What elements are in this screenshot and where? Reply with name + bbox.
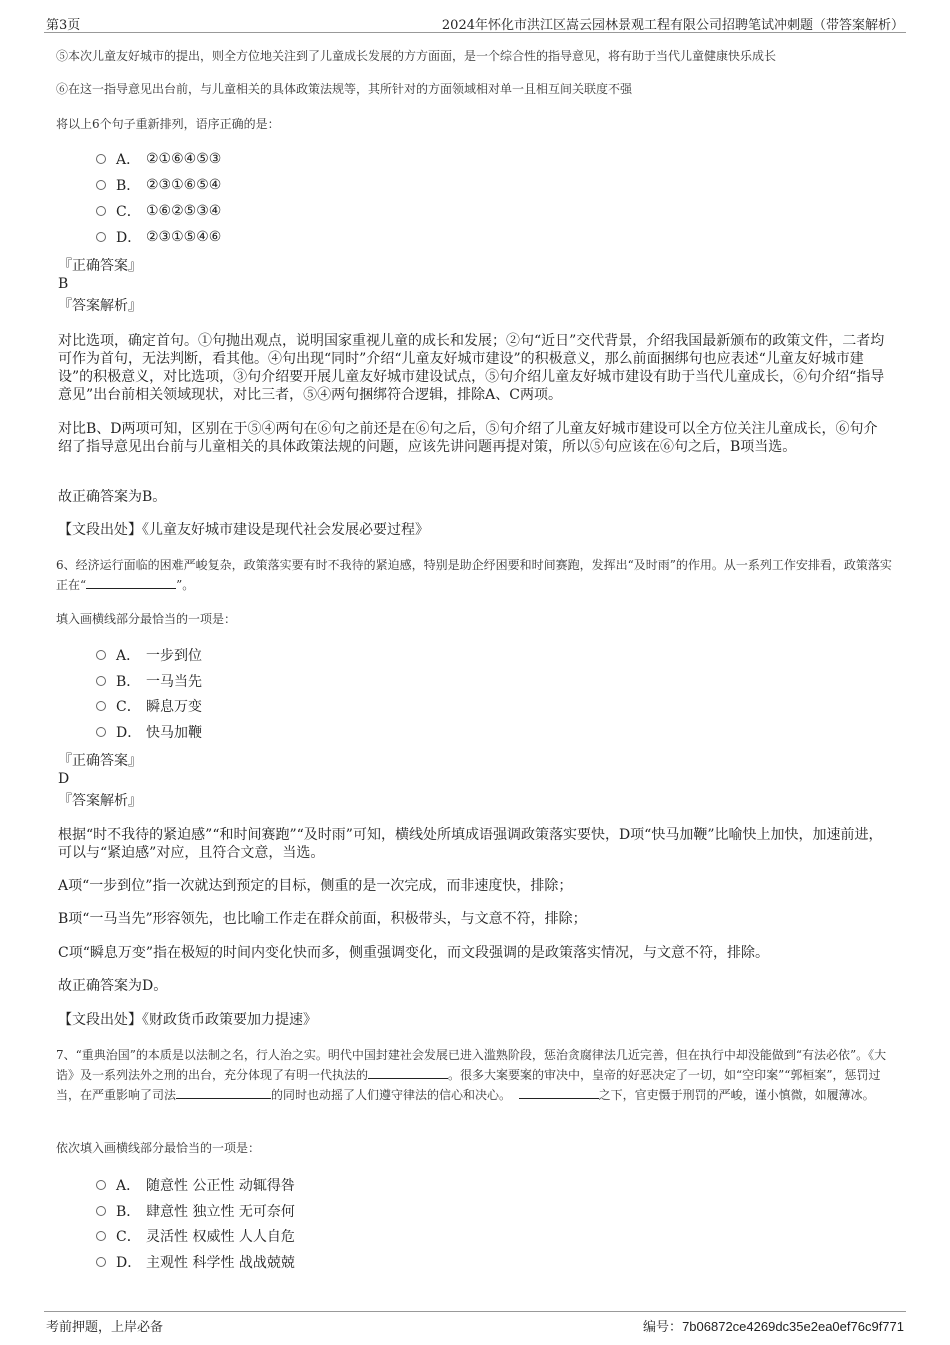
radio-icon[interactable] (96, 676, 106, 686)
q6-analysis-option-c: C项“瞬息万变”指在极短的时间内变化快而多，侧重强调变化，而文段强调的是政策落实情况，与文意不符，排除。 (58, 945, 770, 961)
q6-option-b[interactable]: B． 一马当先 (96, 671, 202, 691)
q5-prompt: 将以上6个句子重新排列，语序正确的是： (56, 117, 280, 131)
q7-option-d[interactable]: D． 主观性 科学性 战战兢兢 (96, 1252, 295, 1272)
q6-blank (86, 576, 176, 589)
q6-analysis-option-a: A项“一步到位”指一次就达到预定的目标，侧重的是一次完成，而非速度快，排除； (58, 878, 573, 894)
q6-conclusion: 故正确答案为D。 (58, 978, 168, 994)
q5-answer-label: 『正确答案』 (58, 258, 142, 274)
q7-blank-2 (176, 1086, 271, 1099)
q7-option-b[interactable]: B． 肆意性 独立性 无可奈何 (96, 1201, 295, 1221)
radio-icon[interactable] (96, 232, 106, 242)
radio-icon[interactable] (96, 727, 106, 737)
radio-icon[interactable] (96, 650, 106, 660)
q5-option-c[interactable]: C． ①⑥②⑤③④ (96, 201, 221, 221)
q6-option-d[interactable]: D． 快马加鞭 (96, 722, 202, 742)
radio-icon[interactable] (96, 701, 106, 711)
q5-analysis-paragraph-1: 对比选项，确定首句。①句抛出观点，说明国家重视儿童的成长和发展；②句“近日”交代背景，介绍我国最新颁布的政策文件，二者均可作为首句，无法判断，看其他。④句出现“同时”介绍“儿童友好城市建设”的积极意义，那么前面捆绑句也应表述“儿童友好城市建设”的积极意义，对比选项，③句介绍要开展儿童友好城市建设试点，⑤句介绍儿童友好城市建设有助于当代儿童成长，⑥句介绍“指导意见”出台前相关领域现状，对比三者，⑤④两句捆绑符合逻辑，排除A、C两项。 (58, 333, 885, 403)
radio-icon[interactable] (96, 206, 106, 216)
q6-option-c[interactable]: C． 瞬息万变 (96, 696, 202, 716)
q7-prompt: 依次填入画横线部分最恰当的一项是： (56, 1141, 261, 1155)
radio-icon[interactable] (96, 1257, 106, 1267)
q5-sentence-6: ⑥在这一指导意见出台前，与儿童相关的具体政策法规等，其所针对的方面领域相对单一且相互间关联度不强 (56, 82, 633, 96)
q7-option-a[interactable]: A． 随意性 公正性 动辄得咎 (96, 1175, 295, 1195)
footer-slogan: 考前押题，上岸必备 (46, 1320, 164, 1335)
q6-analysis-option-b: B项“一马当先”形容领先，也比喻工作走在群众前面，积极带头，与文意不符，排除； (58, 911, 587, 927)
header-divider (44, 32, 906, 33)
q7-blank-3 (519, 1086, 599, 1099)
q7-stem: 7、“重典治国”的本质是以法制之名，行人治之实。明代中国封建社会发展已进入滥熟阶段，惩治贪腐律法几近完善，但在执行中却没能做到“有法必依”。《大诰》及一系列法外之刑的出台，充分体现了有明一代执法的 。很多大案要案的审决中，皇帝的好恶决定了一切，如“空印案”“郭桓案”，惩罚过当，在严重影响了司法 的同时也动摇了人们遵守律法的信心和决心。 之下，官吏慑于刑罚的严峻，谨小慎微，如履薄冰。 (56, 1048, 887, 1102)
q6-answer-label: 『正确答案』 (58, 753, 142, 769)
q5-option-d[interactable]: D． ②③①⑤④⑥ (96, 227, 221, 247)
q5-sentence-5: ⑤本次儿童友好城市的提出，则全方位地关注到了儿童成长发展的方方面面，是一个综合性的指导意见，将有助于当代儿童健康快乐成长 (56, 49, 777, 63)
q7-blank-1 (368, 1066, 448, 1079)
radio-icon[interactable] (96, 1180, 106, 1190)
q5-conclusion: 故正确答案为B。 (58, 489, 167, 505)
radio-icon[interactable] (96, 1231, 106, 1241)
q6-stem: 6、经济运行面临的困难严峻复杂，政策落实要有时不我待的紧迫感，特别是助企纾困要和时间赛跑，发挥出“及时雨”的作用。从一系列工作安排看，政策落实正在“ ”。 (56, 558, 892, 592)
radio-icon[interactable] (96, 180, 106, 190)
q5-source: 【文段出处】《儿童友好城市建设是现代社会发展必要过程》 (58, 522, 429, 538)
radio-icon[interactable] (96, 1206, 106, 1216)
document-code: 编号：7b06872ce4269dc35e2ea0ef76c9f771 (643, 1319, 904, 1335)
q5-analysis-label: 『答案解析』 (58, 298, 142, 314)
q5-option-a[interactable]: A． ②①⑥④⑤③ (96, 149, 221, 169)
q6-prompt: 填入画横线部分最恰当的一项是： (56, 612, 237, 626)
q6-option-a[interactable]: A． 一步到位 (96, 645, 202, 665)
document-title: 2024年怀化市洪江区嵩云园林景观工程有限公司招聘笔试冲刺题（带答案解析） (441, 18, 904, 33)
q6-analysis-paragraph-1: 根据“时不我待的紧迫感”“和时间赛跑”“及时雨”可知，横线处所填成语强调政策落实要快，D项“快马加鞭”比喻快上加快，加速前进，可以与“紧迫感”对应，且符合文意，当选。 (58, 827, 883, 861)
q5-analysis-paragraph-2: 对比B、D两项可知，区别在于⑤④两句在⑥句之前还是在⑥句之后，⑤句介绍了儿童友好城市建设可以全方位关注儿童成长，⑥句介绍了指导意见出台前与儿童相关的具体政策法规的问题，应该先讲问题再提对策，所以⑤句应该在⑥句之后，B项当选。 (58, 421, 878, 455)
footer-divider (44, 1311, 906, 1312)
q6-answer: D (58, 771, 70, 787)
q6-analysis-label: 『答案解析』 (58, 793, 142, 809)
q5-answer: B (58, 276, 69, 292)
radio-icon[interactable] (96, 154, 106, 164)
q7-option-c[interactable]: C． 灵活性 权威性 人人自危 (96, 1226, 295, 1246)
page-number: 第3页 (46, 18, 81, 33)
q6-source: 【文段出处】《财政货币政策要加力提速》 (58, 1012, 317, 1028)
q5-option-b[interactable]: B． ②③①⑥⑤④ (96, 175, 221, 195)
